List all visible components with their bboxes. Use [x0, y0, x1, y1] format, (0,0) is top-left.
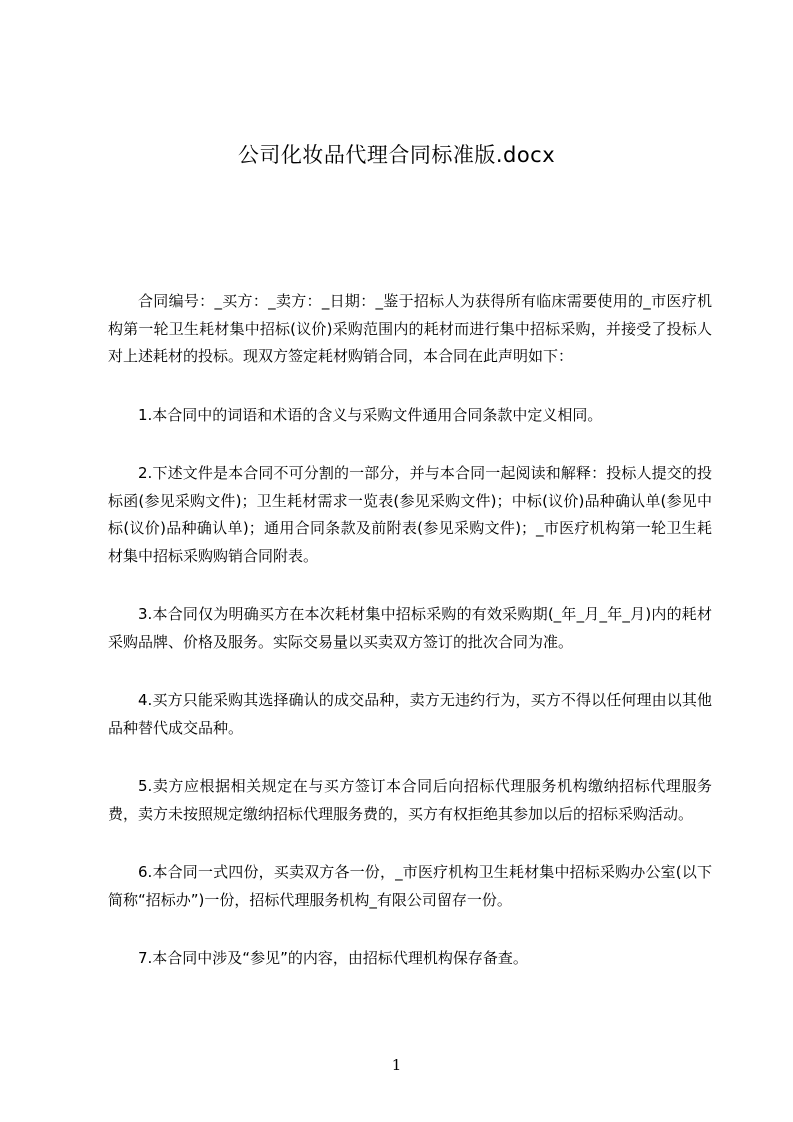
clause-2: 2.下述文件是本合同不可分割的一部分，并与本合同一起阅读和解释：投标人提交的投标函(参见采购文件)；卫生耗材需求一览表(参见采购文件)；中标(议价)品种确认单(参见中标(议价)品种确认单)；通用合同条款及前附表(参见采购文件)；_市医疗机构第一轮卫生耗材集中招标采购购销合同附表。: [108, 464, 712, 565]
clause-5: 5.卖方应根据相关规定在与买方签订本合同后向招标代理服务机构缴纳招标代理服务费，卖方未按照规定缴纳招标代理服务费的，买方有权拒绝其参加以后的招标采购活动。: [108, 777, 712, 823]
page-number: 1: [391, 1056, 402, 1074]
clause-3: 3.本合同仅为明确买方在本次耗材集中招标采购的有效采购期(_年_月_年_月)内的耗材采购品牌、价格及服务。实际交易量以买卖双方签订的批次合同为准。: [108, 605, 712, 651]
document-title: 公司化妆品代理合同标准版.docx: [237, 143, 556, 167]
clause-7: 7.本合同中涉及“参见”的内容，由招标代理机构保存备查。: [138, 949, 528, 967]
contract-intro-paragraph: 合同编号：_买方：_卖方：_日期：_鉴于招标人为获得所有临床需要使用的_市医疗机构第一轮卫生耗材集中招标(议价)采购范围内的耗材而进行集中招标采购，并接受了投标人对上述耗材的投标。现双方签定耗材购销合同，本合同在此声明如下：: [108, 292, 712, 365]
document-body: [108, 288, 712, 973]
clause-6: 6.本合同一式四份，买卖双方各一份，_市医疗机构卫生耗材集中招标采购办公室(以下简称“招标办”)一份，招标代理服务机构_有限公司留存一份。: [108, 863, 712, 909]
clause-4: 4.买方只能采购其选择确认的成交品种，卖方无违约行为，买方不得以任何理由以其他品种替代成交品种。: [108, 691, 712, 737]
clause-1: 1.本合同中的词语和术语的含义与采购文件通用合同条款中定义相同。: [138, 405, 603, 424]
